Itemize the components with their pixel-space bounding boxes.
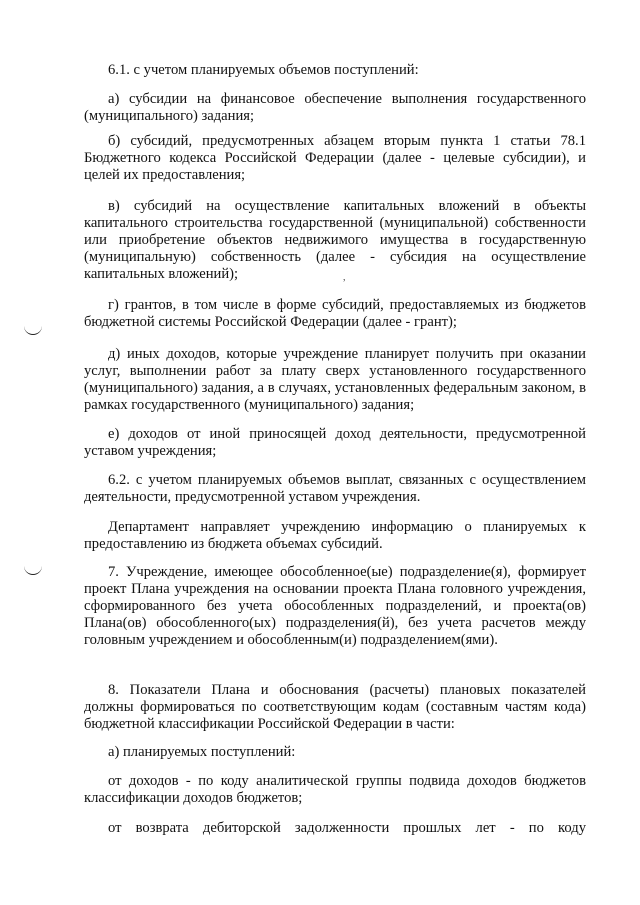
paragraph-6-1-g: г) грантов, в том числе в форме субсидий, предоставляемых из бюджетов бюджетной системы Российской Федерации (далее - грант); — [84, 297, 586, 330]
paragraph-6-1-a: а) субсидии на финансовое обеспечение выполнения государственного (муниципального) задания; — [84, 91, 586, 124]
paragraph-6-1-b: б) субсидий, предусмотренных абзацем вторым пункта 1 статьи 78.1 Бюджетного кодекса Российской Федерации (далее - целевые субсидии), и целей их предоставления; — [84, 133, 586, 183]
paragraph-6-1-e: е) доходов от иной приносящей доход деятельности, предусмотренной уставом учреждения; — [84, 426, 586, 459]
paragraph-8-a: а) планируемых поступлений: — [108, 744, 296, 760]
binding-mark-lower — [24, 566, 42, 575]
paragraph-7: 7. Учреждение, имеющее обособленное(ые) подразделение(я), формирует проект Плана учреждения на основании проекта Плана головного учреждения, сформированного без учета обособленных подразделений, и проекта(ов) Плана(ов) обособленного(ых) подразделения(й), без учета расчетов между головным учреждением и обособленным(и) подразделением(ями). — [84, 564, 586, 648]
paragraph-8: 8. Показатели Плана и обоснования (расчеты) плановых показателей должны формироваться по соответствующим кодам (составным частям кода) бюджетной классификации Российской Федерации в части: — [84, 682, 586, 732]
paragraph-6-2: 6.2. с учетом планируемых объемов выплат, связанных с осуществлением деятельности, предусмотренной уставом учреждения. — [84, 472, 586, 505]
paragraph-8-income: от доходов - по коду аналитической группы подвида доходов бюджетов классификации доходов бюджетов; — [84, 773, 586, 806]
paragraph-8-receivables: от возврата дебиторской задолженности прошлых лет - по коду — [108, 820, 586, 836]
paragraph-6-1-v: в) субсидий на осуществление капитальных вложений в объекты капитального строительства государственной (муниципальной) собственности или приобретение объектов недвижимого имущества в государственную (муниципальную) собственность (далее - субсидия на осуществление капитальных вложений); — [84, 198, 586, 282]
margin-tick: , — [343, 272, 346, 283]
paragraph-6-1-d: д) иных доходов, которые учреждение планирует получить при оказании услуг, выполнении работ за плату сверх установленного государственного (муниципального) задания, а в случаях, установленных федеральным законом, в рамках государственного (муниципального) задания; — [84, 346, 586, 413]
paragraph-6-1: 6.1. с учетом планируемых объемов поступлений: — [108, 62, 419, 78]
binding-mark-upper — [24, 326, 42, 335]
paragraph-department: Департамент направляет учреждению информацию о планируемых к предоставлению из бюджета объемах субсидий. — [84, 519, 586, 552]
